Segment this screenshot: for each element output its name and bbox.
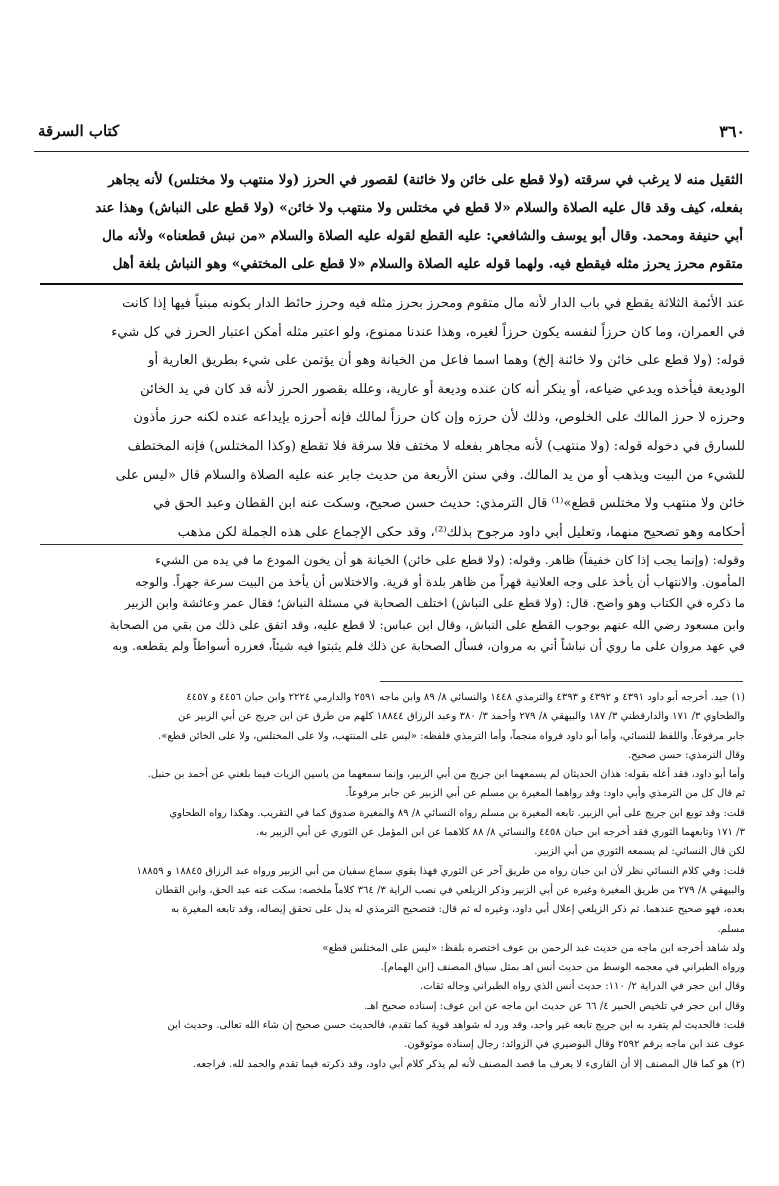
footnote-line: وقال ابن حجر في الدراية ٢/ ١١٠: حديث أنس الذي رواه الطبراني وجاله ثقات.	[419, 981, 745, 993]
commentary-line: عند الأئمة الثلاثة يقطع في باب الدار لأنه مال متقوم ومحرز بحرز مثله فيه وحرز حائط الدار بكونه مبنياً فيها إذا كانت	[122, 296, 745, 311]
matn-line: أبي حنيفة ومحمد. وقال أبو يوسف والشافعي: عليه القطع لقوله عليه الصلاة والسلام «من نبش قطعناه» ولأنه مال	[102, 228, 743, 244]
footnote-line: ولد شاهد أخرجه ابن ماجه من حديث عبد الرحمن بن عوف اختصره بلفظ: «ليس على المختلس قطع»	[322, 942, 745, 954]
page-header	[38, 122, 745, 148]
footnote-line: بعده، فهو صحيح عندهما. ثم ذكر الزيلعي إعلال أبي داود، وغيره له ثم قال: فتصحيح الترمذي له يدل على تحقق إيصاله، وقد تابعه المغيرة به	[170, 904, 745, 916]
commentary-line: أحكامه وهو تصحيح منهما، وتعليل أبي داود مرجوح بذلك⁽²⁾، وقد حكى الإجماع على هذه الجملة لكن مذهب	[177, 524, 745, 540]
commentary-line: للشيء من البيت ويذهب أو من يد المالك. وفي سنن الأربعة من حديث جابر عنه عليه الصلاة والسلام قال «ليس على	[115, 467, 745, 483]
commentary-divider	[40, 544, 743, 545]
second-commentary-line: المأمون. والانتهاب أن يأخذ على وجه العلانية قهراً من ظاهر بلدة أو قرية. والاختلاس أن يأخذ من البيت سرعة جهراً. والوجه	[135, 574, 745, 589]
footnote-divider	[380, 681, 743, 682]
footnote-line: قلت: فالحديث لم يتفرد به ابن جريج تابعه غير واحد، وقد ورد له شواهد قوية كما تقدم، فالحديث حسن صحيح إن شاء الله تعالى. وحديث ابن	[167, 1020, 745, 1032]
matn-line: متقوم محرز يحرز مثله فيقطع فيه. ولهما قوله عليه الصلاة والسلام «لا قطع على المختفي» وهو النباش بلغة أهل	[112, 256, 743, 272]
footnotes	[46, 688, 745, 1074]
commentary-line: في العمران، وما كان حرزاً لنفسه يكون حرزاً لغيره، وهذا عندنا ممنوع، ولو اعتبر مثله أمكن اعتبار الحرز في كل شيء	[111, 324, 745, 340]
commentary-line: خائن ولا منتهب ولا مختلس قطع»⁽¹⁾ قال الترمذي: حديث حسن صحيح، وسكت عنه ابن القطان وعبد الحق في	[153, 496, 745, 512]
footnote-line: وقال ابن حجر في تلخيص الحبير ٤/ ٦٦ عن حديث ابن ماجه عن ابن عوف: إسناده صحيح اهـ.	[364, 1000, 745, 1012]
commentary-line: للسارق في دخوله قوله: (ولا منتهب) لأنه مجاهر بفعله لا مختف فلا سرقة فلا تقطع (وكذا المختلس) فإنه المختطف	[127, 438, 745, 454]
footnote-line: والطحاوي ٣/ ١٧١ والدارقطني ٣/ ١٨٧ والبيهقي ٨/ ٢٧٩ وأحمد ٣/ ٣٨٠ وعبد الرزاق ١٨٨٤٤ كلهم من طرق عن ابن جريج عن أبي الزبير عن	[178, 711, 745, 723]
footnote-line: عوف عند ابن ماجه برقم ٢٥٩٢ وقال البوصيري في الزوائد: رجال إسناده موثوقون.	[404, 1039, 745, 1051]
commentary-line: الوديعة فيأخذه ويدعي ضياعه، أو ينكر أنه كان عنده وديعة أو عارية، وعلله بقصور الحرز لأنه قد كان في يد الخائن	[140, 381, 745, 397]
footnote-line: مسلم.	[717, 923, 745, 935]
commentary-line: قوله: (ولا قطع على خائن ولا خائنة إلخ) وهما اسما فاعل من الخيانة وهو أن يؤتمن على شيء بطريق العارية أو	[148, 353, 745, 369]
header-rule	[34, 151, 749, 152]
matn-line: الثقيل منه لا يرغب في سرقته (ولا قطع على خائن ولا خائنة) لقصور في الحرز (ولا منتهب ولا مختلس) لأنه يجاهر	[108, 172, 743, 188]
footnote-line: قلت: وفي كلام النسائي نظر لأن ابن حبان رواه من طريق آخر عن الثوري فهذا يقوي سماع سفيان من أبي الزبير ورواه عبد الرزاق ١٨٨٤٥ و ١٨٨٥٩	[136, 865, 745, 877]
commentary-line: وحرزه لا حرز المالك على الخلوص، وذلك لأن حرزه وإن كان حرزاً لمالك فإنه أحرزه بإيداعه عنده لكنه حرز مأذون	[133, 410, 745, 426]
second-commentary-line: وقوله: (وإنما يجب إذا كان خفيفاً) ظاهر. وقوله: (ولا قطع على خائن) الخيانة هو أن يخون المودع ما في يده من الشيء	[155, 553, 745, 567]
matn-text	[46, 166, 743, 278]
footnote-line: ثم قال كل من الترمذي وأبي داود: وقد رواهما المغيرة بن مسلم عن أبي الزبير عن جابر مرفوعاً.	[345, 788, 745, 800]
footnote-line: وأما أبو داود، فقد أعله بقوله: هذان الحديثان لم يسمعهما ابن جريج من أبي الزبير، وإنما سمعهما من ياسين الزيات فيما بلغني عن أحمد بن حنبل.	[147, 769, 745, 781]
footnote-line: ٣/ ١٧١ وتابعهما الثوري فقد أخرجه ابن حبان ٤٤٥٨ والنسائي ٨/ ٨٨ كلاهما عن ابن المؤمل عن الثوري عن أبي الزبير به.	[255, 827, 745, 839]
footnote-line: (٢) هو كما قال المصنف إلا أن القارىء لا يعرف ما قصد المصنف لأنه لم يذكر كلام أبي داود، وقد ذكرته فيما تقدم والحمد لله. فراجعه.	[192, 1058, 745, 1070]
footnote-line: جابر مرفوعاً. واللفظ للنسائي، وأما أبو داود فرواه منجماً، وأما الترمذي فلفظه: «ليس على المنتهب، ولا على المختلس، ولا على الخائن قطع».	[158, 730, 745, 742]
footnote-line: (١) جيد. أخرجه أبو داود ٤٣٩١ و ٤٣٩٢ و ٤٣٩٣ والترمذي ١٤٤٨ والنسائي ٨/ ٨٩ وابن ماجه ٢٥٩١ والدارمي ٢٢٢٤ وابن حبان ٤٤٥٦ و ٤٤٥٧	[186, 692, 745, 703]
page-number: ٣٦٠	[719, 122, 745, 141]
footnote-line: قلت: وقد توبع ابن جريج على أبي الزبير. تابعه المغيرة بن مسلم رواه النسائي ٨/ ٨٩ والمغيرة صدوق كما في التقريب. وهكذا رواه الطحاوي	[169, 807, 745, 819]
footnote-line: والبيهقي ٨/ ٢٧٩ من طريق المغيرة وغيره عن أبي الزبير وذكر الزيلعي في نصب الراية ٣/ ٣٦٤ كلاماً ملخصه: سكت عنه عبد الحق، وابن القطان	[154, 884, 745, 896]
running-title: كتاب السرقة	[38, 122, 120, 140]
matn-divider	[40, 283, 743, 285]
matn-line: بفعله، كيف وقد قال عليه الصلاة والسلام «لا قطع في مختلس ولا منتهب ولا خائن» (ولا قطع على النباش) وهذا عند	[95, 200, 743, 216]
footnote-line: لكن قال النسائي: لم يسمعه الثوري من أبي الزبير.	[534, 846, 745, 858]
second-commentary-line: في عهد مروان على ما روي أن نباشاً أتي به مروان، فسأل الصحابة عن ذلك فلم يثبتوا فيه شيئاً، فعزره أسواطاً ولم يقطعه. وبه	[112, 639, 745, 654]
footnote-line: ورواه الطبراني في معجمه الوسط من حديث أنس اهـ بمثل سياق المصنف [ابن الهمام].	[380, 962, 745, 974]
commentary-text	[46, 290, 745, 547]
second-commentary-line: ما ذكره في الكتاب وهو واضح. قال: (ولا قطع على النباش) اختلف الصحابة في مسئلة النباش؛ فقال عمر وعائشة وابن الزبير	[124, 596, 745, 611]
second-commentary-text	[46, 550, 745, 658]
second-commentary-line: وابن مسعود رضي الله عنهم بوجوب القطع على النباش، وقال ابن عباس: لا قطع عليه، وقد اتفق على ذلك من بقي من الصحابة	[109, 617, 745, 632]
footnote-line: وقال الترمذي: حسن صحيح.	[627, 749, 745, 761]
